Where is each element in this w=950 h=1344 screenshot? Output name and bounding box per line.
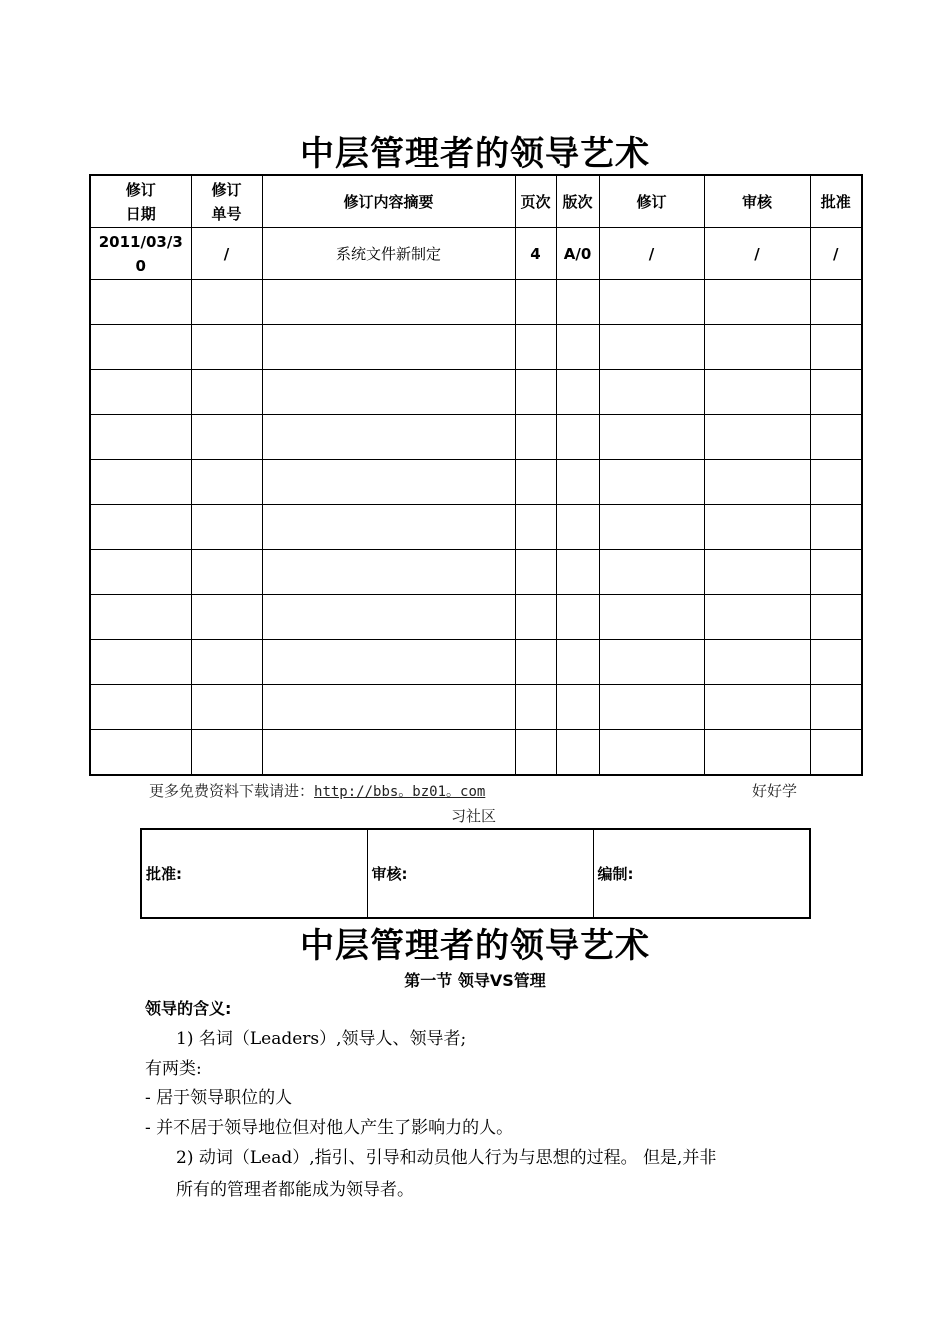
table-cell bbox=[810, 325, 862, 370]
table-cell bbox=[515, 325, 556, 370]
table-cell bbox=[515, 280, 556, 325]
table-cell bbox=[556, 730, 599, 776]
table-row bbox=[90, 505, 862, 550]
table-row bbox=[90, 460, 862, 505]
table-cell bbox=[556, 685, 599, 730]
cell-date-line1: 2011/03/3 bbox=[98, 232, 183, 251]
table-cell bbox=[599, 640, 704, 685]
table-row bbox=[90, 228, 862, 280]
table-cell bbox=[262, 685, 515, 730]
table-cell bbox=[556, 460, 599, 505]
table-cell bbox=[515, 730, 556, 776]
table-cell bbox=[515, 370, 556, 415]
table-cell bbox=[262, 280, 515, 325]
table-cell bbox=[191, 730, 262, 776]
table-cell bbox=[515, 640, 556, 685]
table-cell bbox=[810, 730, 862, 776]
table-cell bbox=[191, 325, 262, 370]
table-cell bbox=[704, 730, 810, 776]
cell-version: A/0 bbox=[556, 228, 599, 280]
table-cell bbox=[262, 325, 515, 370]
table-cell bbox=[599, 730, 704, 776]
table-row bbox=[90, 280, 862, 325]
page-title: 中层管理者的领导艺术 bbox=[300, 134, 650, 174]
table-cell bbox=[704, 370, 810, 415]
download-note-wrap: 习社区 bbox=[451, 807, 497, 825]
table-cell bbox=[262, 370, 515, 415]
revision-table bbox=[89, 174, 863, 776]
table-cell bbox=[704, 640, 810, 685]
table-cell bbox=[556, 415, 599, 460]
table-cell bbox=[704, 460, 810, 505]
table-cell bbox=[704, 505, 810, 550]
table-cell bbox=[704, 595, 810, 640]
table-cell bbox=[810, 595, 862, 640]
table-cell bbox=[90, 550, 191, 595]
signature-approve: 批准: bbox=[141, 829, 367, 918]
table-cell bbox=[262, 460, 515, 505]
two-types-label: 有两类: bbox=[145, 1059, 202, 1079]
cell-approve: / bbox=[810, 228, 862, 280]
table-cell bbox=[262, 730, 515, 776]
table-cell bbox=[515, 505, 556, 550]
header-revise: 修订 bbox=[599, 175, 704, 228]
cell-date-line2: 0 bbox=[135, 256, 146, 275]
download-link[interactable]: http://bbs。bz01。com bbox=[314, 784, 486, 800]
table-cell bbox=[810, 460, 862, 505]
table-cell bbox=[191, 460, 262, 505]
download-note-right: 好好学 bbox=[752, 782, 798, 800]
table-cell bbox=[90, 370, 191, 415]
table-cell bbox=[90, 415, 191, 460]
table-cell bbox=[515, 595, 556, 640]
signature-table bbox=[140, 828, 811, 919]
table-cell bbox=[90, 640, 191, 685]
table-cell bbox=[556, 505, 599, 550]
table-cell bbox=[810, 550, 862, 595]
table-cell bbox=[262, 415, 515, 460]
table-cell bbox=[599, 505, 704, 550]
table-row bbox=[90, 595, 862, 640]
table-cell bbox=[262, 550, 515, 595]
table-cell bbox=[556, 550, 599, 595]
table-cell bbox=[810, 640, 862, 685]
table-header-row bbox=[90, 175, 862, 228]
signature-review: 审核: bbox=[367, 829, 593, 918]
header-summary: 修订内容摘要 bbox=[262, 175, 515, 228]
cell-revise: / bbox=[599, 228, 704, 280]
table-cell bbox=[810, 505, 862, 550]
header-date-line1: 修订 bbox=[125, 180, 156, 199]
table-cell bbox=[191, 415, 262, 460]
table-cell bbox=[90, 730, 191, 776]
table-cell bbox=[90, 325, 191, 370]
section-title: 第一节 领导VS管理 bbox=[404, 971, 546, 990]
meaning-heading: 领导的含义: bbox=[145, 999, 232, 1018]
table-cell bbox=[556, 640, 599, 685]
table-cell bbox=[515, 550, 556, 595]
cell-summary: 系统文件新制定 bbox=[262, 228, 515, 280]
table-cell bbox=[599, 595, 704, 640]
header-revision-number bbox=[191, 175, 262, 228]
table-cell bbox=[90, 460, 191, 505]
header-date-line2: 日期 bbox=[125, 204, 156, 223]
table-row bbox=[90, 415, 862, 460]
table-row bbox=[90, 730, 862, 776]
table-cell bbox=[810, 415, 862, 460]
type-a: - 居于领导职位的人 bbox=[145, 1088, 293, 1108]
definition-noun: 1) 名词（Leaders）,领导人、领导者; bbox=[176, 1029, 467, 1049]
table-cell bbox=[810, 280, 862, 325]
header-review: 审核 bbox=[704, 175, 810, 228]
table-cell bbox=[191, 640, 262, 685]
table-cell bbox=[810, 370, 862, 415]
download-prefix: 更多免费资料下载请进： bbox=[149, 782, 315, 800]
table-cell bbox=[556, 280, 599, 325]
signature-row bbox=[141, 829, 810, 918]
table-cell bbox=[556, 325, 599, 370]
table-cell bbox=[599, 370, 704, 415]
header-version: 版次 bbox=[556, 175, 599, 228]
table-cell bbox=[90, 685, 191, 730]
header-approve: 批准 bbox=[810, 175, 862, 228]
table-cell bbox=[191, 370, 262, 415]
table-cell bbox=[262, 595, 515, 640]
table-cell bbox=[90, 595, 191, 640]
table-cell bbox=[704, 280, 810, 325]
table-cell bbox=[556, 370, 599, 415]
table-cell bbox=[191, 505, 262, 550]
table-cell bbox=[704, 415, 810, 460]
type-b: - 并不居于领导地位但对他人产生了影响力的人。 bbox=[145, 1118, 514, 1138]
table-cell bbox=[599, 685, 704, 730]
table-cell bbox=[599, 280, 704, 325]
table-row bbox=[90, 685, 862, 730]
header-number-line1: 修订 bbox=[211, 180, 242, 199]
table-cell bbox=[515, 415, 556, 460]
table-row bbox=[90, 640, 862, 685]
download-note bbox=[149, 780, 485, 801]
table-cell bbox=[515, 460, 556, 505]
header-pages: 页次 bbox=[515, 175, 556, 228]
header-revision-date bbox=[90, 175, 191, 228]
table-cell bbox=[191, 550, 262, 595]
definition-verb-line2: 所有的管理者都能成为领导者。 bbox=[176, 1180, 414, 1200]
cell-review: / bbox=[704, 228, 810, 280]
table-cell bbox=[599, 460, 704, 505]
table-row bbox=[90, 370, 862, 415]
table-cell bbox=[704, 325, 810, 370]
table-cell bbox=[515, 685, 556, 730]
cell-date bbox=[90, 228, 191, 280]
table-cell bbox=[704, 550, 810, 595]
table-row bbox=[90, 550, 862, 595]
table-cell bbox=[191, 595, 262, 640]
table-cell bbox=[262, 640, 515, 685]
table-cell bbox=[90, 505, 191, 550]
document-title: 中层管理者的领导艺术 bbox=[300, 926, 650, 966]
definition-verb-line1: 2) 动词（Lead）,指引、引导和动员他人行为与思想的过程。 但是,并非 bbox=[176, 1148, 717, 1168]
table-row bbox=[90, 325, 862, 370]
header-number-line2: 单号 bbox=[211, 204, 242, 223]
table-cell bbox=[191, 685, 262, 730]
cell-number: / bbox=[191, 228, 262, 280]
table-cell bbox=[704, 685, 810, 730]
signature-compile: 编制: bbox=[593, 829, 810, 918]
table-cell bbox=[599, 325, 704, 370]
table-cell bbox=[599, 550, 704, 595]
table-cell bbox=[191, 280, 262, 325]
cell-pages: 4 bbox=[515, 228, 556, 280]
table-cell bbox=[599, 415, 704, 460]
table-cell bbox=[556, 595, 599, 640]
table-cell bbox=[810, 685, 862, 730]
table-cell bbox=[90, 280, 191, 325]
table-cell bbox=[262, 505, 515, 550]
